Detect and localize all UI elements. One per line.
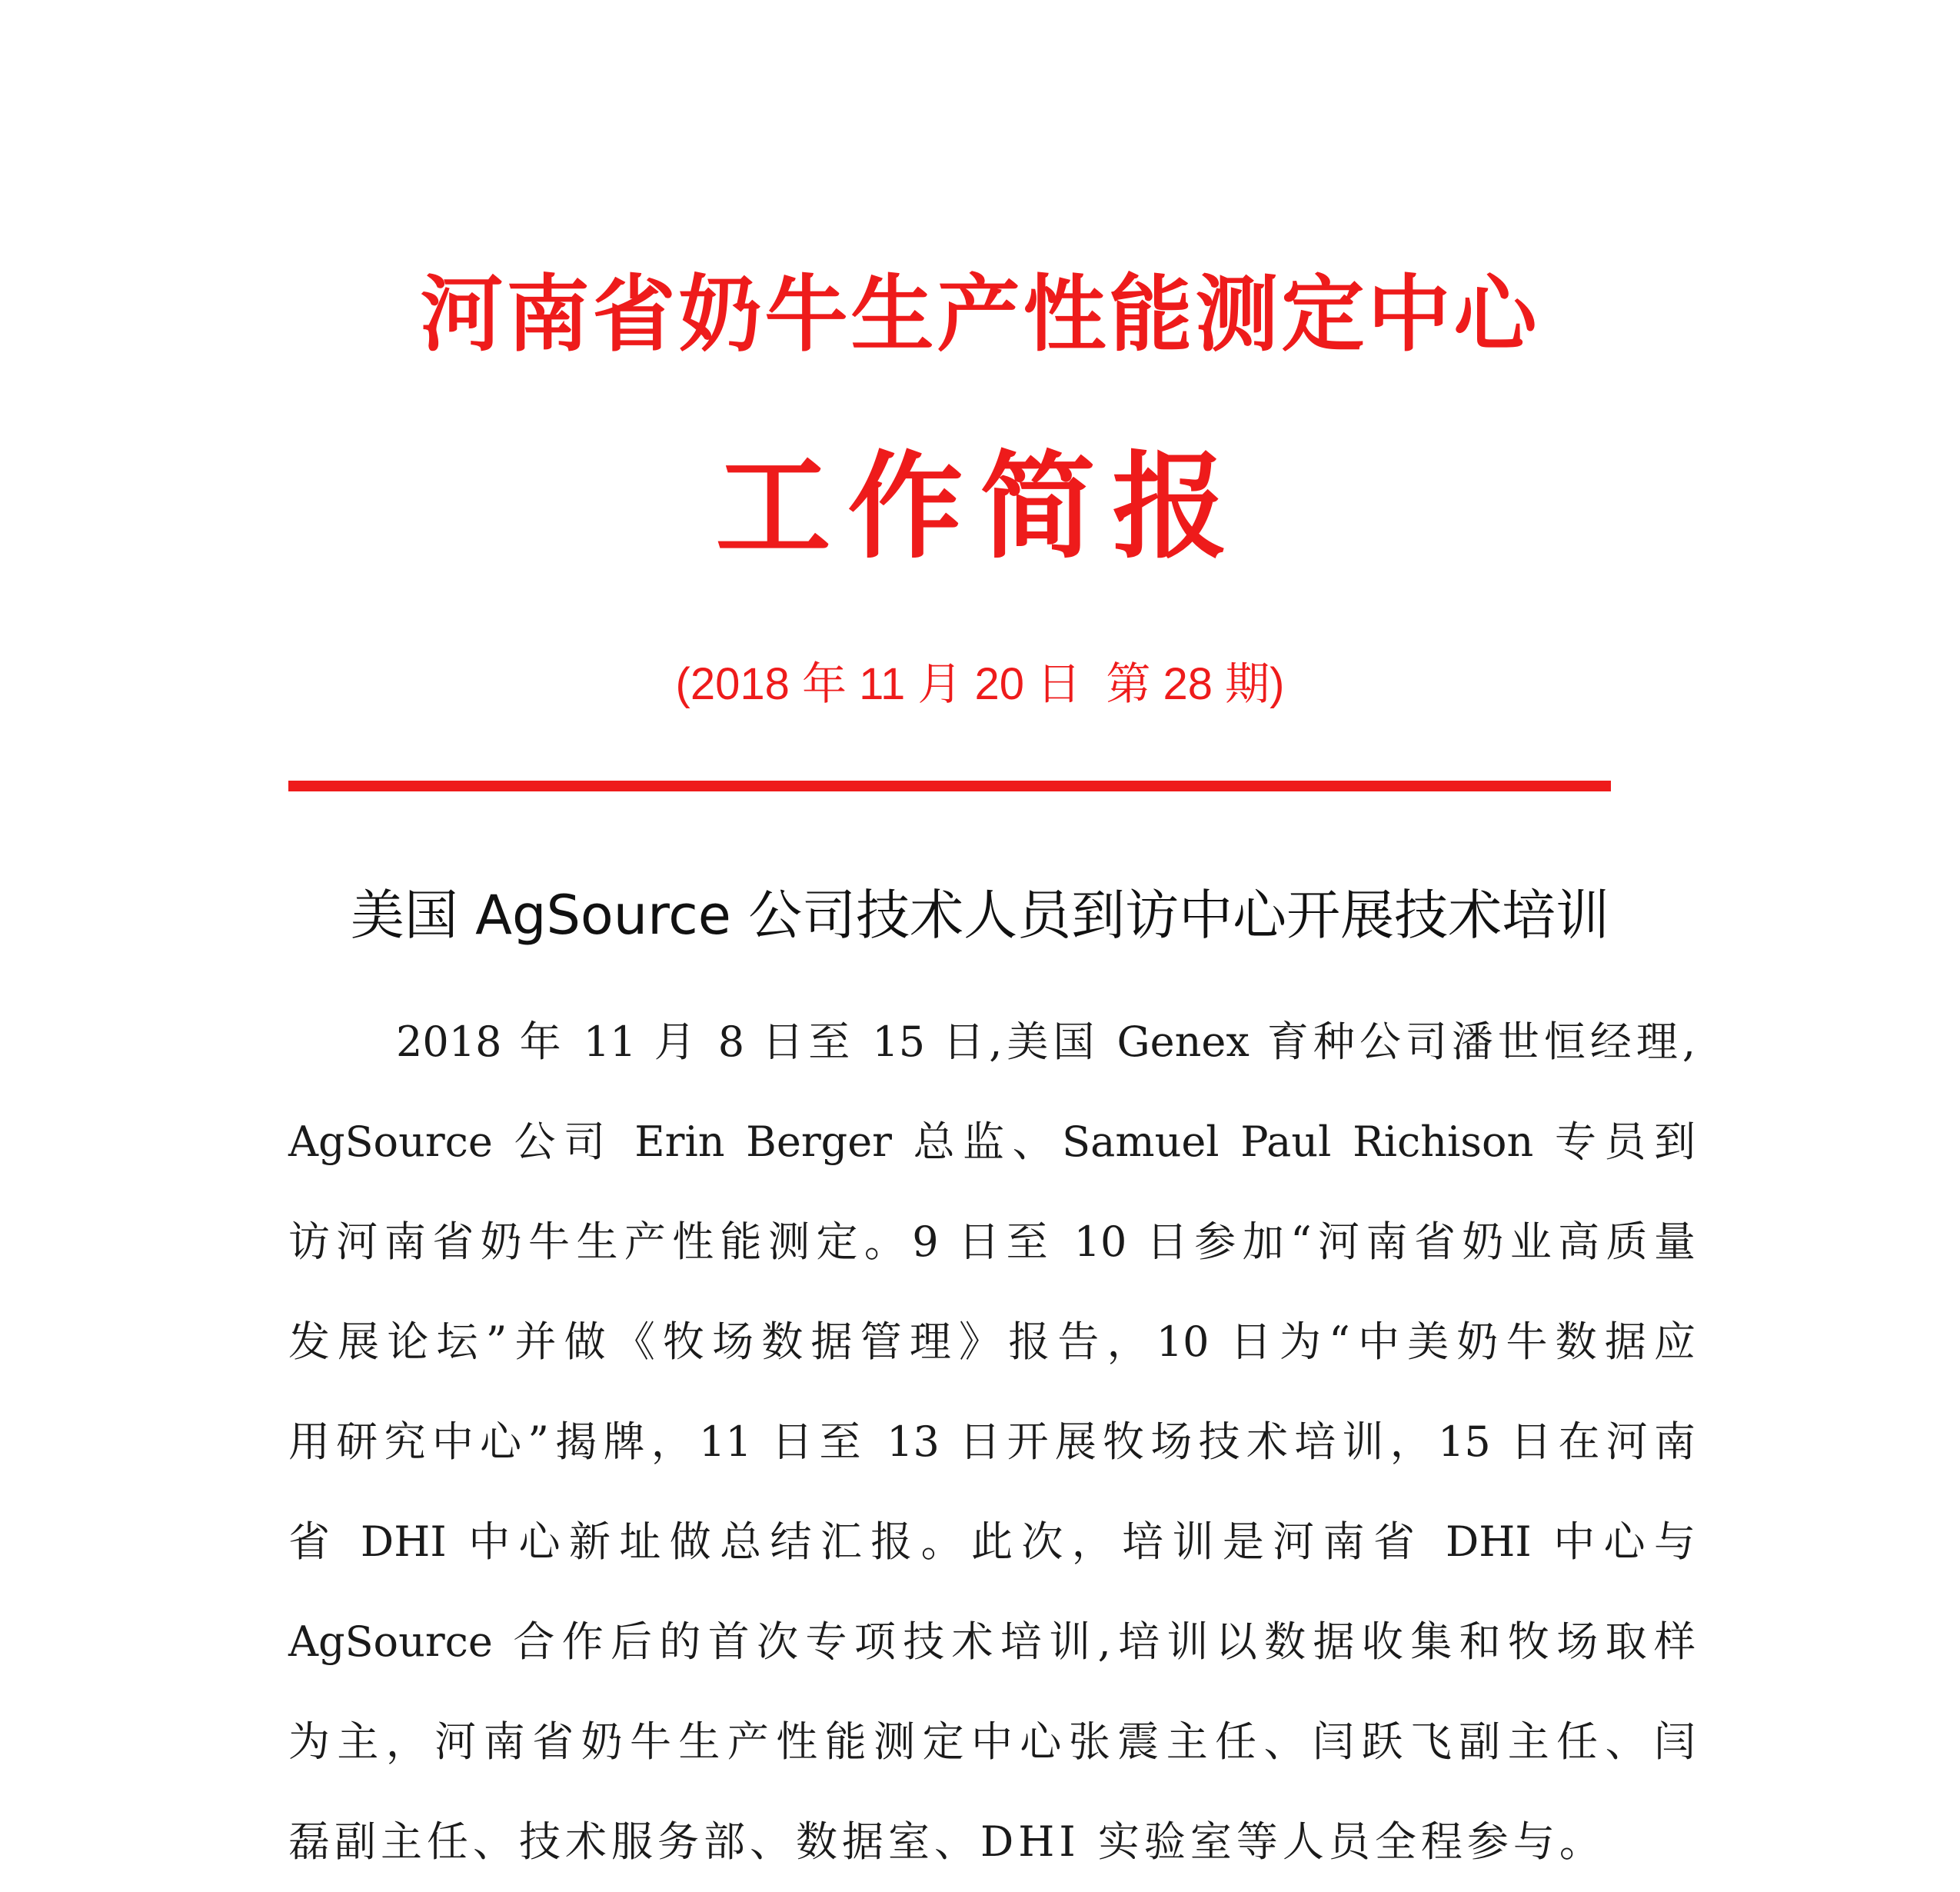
article-title: 美国 AgSource 公司技术人员到访中心开展技术培训	[350, 884, 1610, 947]
body-line: AgSource 合作后的首次专项技术培训,培训以数据收集和牧场取样	[288, 1617, 1695, 1666]
body-line: 用研究中心”揭牌，11 日至 13 日开展牧场技术培训，15 日在河南	[288, 1417, 1695, 1466]
bulletin-title: 工作简报	[715, 441, 1245, 575]
body-line: 发展论坛”并做《牧场数据管理》报告，10 日为“中美奶牛数据应	[288, 1317, 1695, 1366]
body-line: 2018 年 11 月 8 日至 15 日,美国 Genex 育种公司潘世恒经理,	[396, 1018, 1695, 1066]
issue-date-line	[0, 654, 1960, 715]
body-line: 磊副主任、技术服务部、数据室、DHI 实验室等人员全程参与。	[288, 1817, 1606, 1866]
issue-date-text: (2018 年 11 月 20 日 第 28 期)	[675, 659, 1285, 709]
header-divider	[288, 781, 1611, 791]
article-body	[288, 992, 1695, 1892]
body-line: AgSource 公司 Erin Berger 总监、Samuel Paul Richison 专员到	[288, 1118, 1695, 1166]
body-line: 省 DHI 中心新址做总结汇报。此次，培训是河南省 DHI 中心与	[288, 1517, 1695, 1566]
body-line: 为主，河南省奶牛生产性能测定中心张震主任、闫跃飞副主任、闫	[288, 1717, 1695, 1766]
org-title: 河南省奶牛生产性能测定中心	[420, 267, 1540, 363]
body-line: 访河南省奶牛生产性能测定。9 日至 10 日参加“河南省奶业高质量	[288, 1217, 1695, 1266]
